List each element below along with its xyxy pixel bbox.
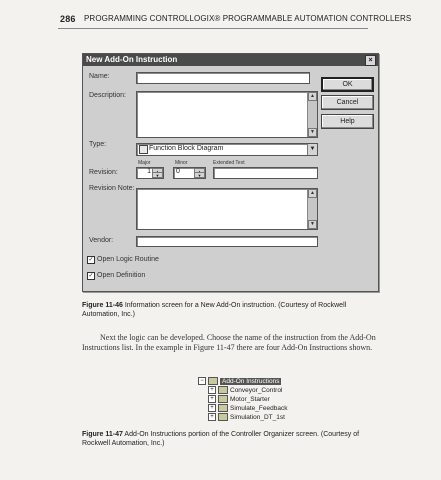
instruction-icon xyxy=(218,404,228,412)
folder-icon xyxy=(208,377,218,385)
major-value: 1 xyxy=(147,168,151,175)
scroll-down-icon[interactable]: ▼ xyxy=(308,128,317,137)
revision-note-scrollbar[interactable] xyxy=(307,189,317,229)
expand-icon[interactable]: + xyxy=(208,404,216,412)
figure-47-text: Add-On Instructions portion of the Controller Organizer screen. (Courtesy of Rockwell Automation, Inc.) xyxy=(82,431,360,447)
dialog-title: New Add-On Instruction xyxy=(86,55,178,64)
tree-item-label: Motor_Starter xyxy=(230,396,270,403)
open-definition-checkbox[interactable]: ✓ xyxy=(88,273,94,279)
instruction-icon xyxy=(218,395,228,403)
figure-46-text: Information screen for a New Add-On instruction. (Courtesy of Rockwell Automation, Inc.) xyxy=(82,302,347,318)
minor-value: 0 xyxy=(176,168,180,175)
revision-note-input[interactable] xyxy=(136,188,318,230)
major-stepper[interactable] xyxy=(136,167,164,179)
expand-icon[interactable]: + xyxy=(208,395,216,403)
function-block-icon xyxy=(139,145,148,154)
spin-down-icon[interactable]: ▼ xyxy=(152,172,163,178)
type-select-value: Function Block Diagram xyxy=(149,145,224,152)
vendor-input[interactable] xyxy=(136,236,318,247)
figure-46-label: Figure 11-46 xyxy=(82,302,123,309)
ok-button[interactable]: OK xyxy=(321,77,374,92)
type-label: Type: xyxy=(89,141,107,148)
name-label: Name: xyxy=(89,73,110,80)
tree-item-label: Simulate_Feedback xyxy=(230,405,288,412)
open-definition-label: Open Definition xyxy=(97,272,146,279)
tree-root[interactable] xyxy=(198,377,298,386)
tree-item-label: Conveyor_Control xyxy=(230,387,283,394)
figure-46-caption xyxy=(82,302,382,319)
figure-47-caption xyxy=(82,431,382,448)
description-scrollbar[interactable] xyxy=(307,92,317,137)
tree-item[interactable] xyxy=(198,386,298,395)
tree-item[interactable] xyxy=(198,404,298,413)
description-label: Description: xyxy=(89,92,126,99)
expand-icon[interactable]: + xyxy=(208,413,216,421)
revision-note-label: Revision Note: xyxy=(89,185,135,192)
tree-item-label: Simulation_DT_1st xyxy=(230,414,285,421)
spin-down-icon[interactable]: ▼ xyxy=(194,172,205,178)
figure-47-label: Figure 11-47 xyxy=(82,431,123,438)
revision-label: Revision: xyxy=(89,169,118,176)
description-input[interactable] xyxy=(136,91,318,138)
expand-icon[interactable]: + xyxy=(208,386,216,394)
dialog-titlebar xyxy=(83,54,378,66)
chevron-down-icon[interactable]: ▼ xyxy=(307,144,317,155)
extended-text-input[interactable] xyxy=(213,167,318,179)
instruction-icon xyxy=(218,413,228,421)
type-select[interactable] xyxy=(136,143,318,156)
scroll-up-icon[interactable]: ▲ xyxy=(308,189,317,198)
add-on-instructions-tree xyxy=(198,377,298,422)
open-logic-label: Open Logic Routine xyxy=(97,256,159,263)
scroll-down-icon[interactable]: ▼ xyxy=(308,220,317,229)
vendor-label: Vendor: xyxy=(89,237,114,244)
help-button[interactable]: Help xyxy=(321,114,374,129)
major-label: Major xyxy=(138,160,151,166)
minor-label: Minor xyxy=(175,160,188,166)
tree-item[interactable] xyxy=(198,413,298,422)
cancel-button[interactable]: Cancel xyxy=(321,95,374,110)
open-logic-checkbox[interactable]: ✓ xyxy=(88,257,94,263)
close-button[interactable]: × xyxy=(365,55,376,66)
instruction-icon xyxy=(218,386,228,394)
running-title: PROGRAMMING CONTROLLOGIX® PROGRAMMABLE AUTOMATION CONTROLLERS xyxy=(84,14,412,23)
header-rule xyxy=(58,28,368,29)
name-input[interactable] xyxy=(136,72,310,84)
scroll-up-icon[interactable]: ▲ xyxy=(308,92,317,101)
page-number: 286 xyxy=(60,14,76,24)
collapse-icon[interactable]: − xyxy=(198,377,206,385)
tree-root-label: Add-On Instructions xyxy=(222,378,280,385)
extended-text-label: Extended Text xyxy=(213,160,245,166)
tree-item[interactable] xyxy=(198,395,298,404)
body-paragraph: Next the logic can be developed. Choose the name of the instruction from the Add-On Instructions list. In the example in Figure 11-47 there are four Add-On Instructions shown. xyxy=(82,333,376,352)
new-add-on-instruction-dialog xyxy=(82,53,379,292)
minor-stepper[interactable] xyxy=(173,167,206,179)
